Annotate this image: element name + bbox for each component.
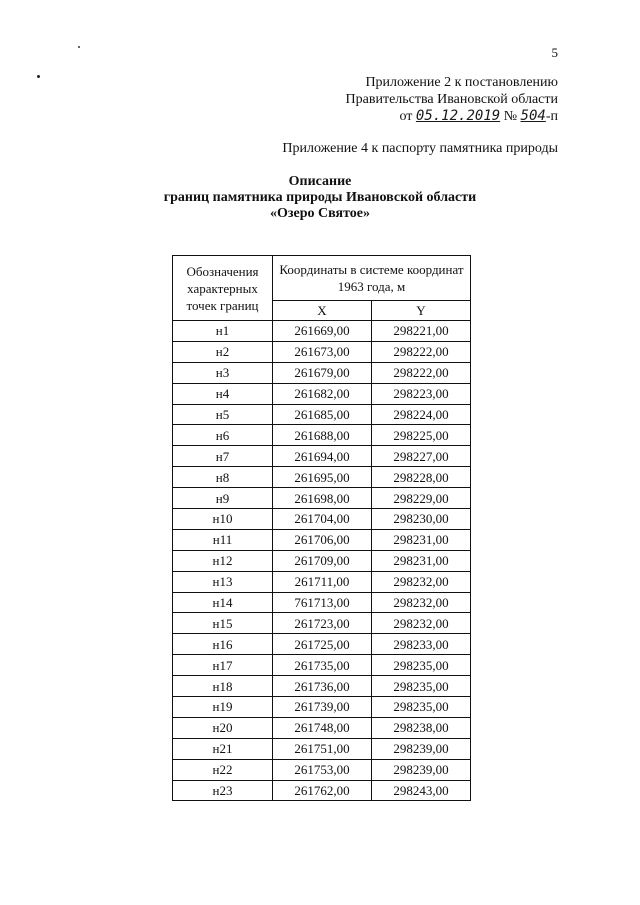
number-label: № (503, 109, 518, 124)
point-cell: н17 (173, 655, 273, 676)
table-row (173, 425, 471, 446)
x-cell: 261751,00 (273, 738, 372, 759)
y-cell: 298231,00 (372, 550, 471, 571)
table-row (173, 550, 471, 571)
x-cell: 261685,00 (273, 404, 372, 425)
points-column-header: Обозначения характерных точек границ (173, 256, 273, 321)
appendix-line-1: Приложение 2 к постановлению (365, 75, 558, 90)
resolution-number: 504 (520, 108, 546, 124)
from-label: от (399, 109, 413, 124)
table-row (173, 383, 471, 404)
table-row (173, 613, 471, 634)
y-cell: 298243,00 (372, 780, 471, 801)
x-cell: 261704,00 (273, 509, 372, 530)
x-cell: 261748,00 (273, 717, 372, 738)
appendix-line-3 (346, 108, 558, 125)
table-row (173, 341, 471, 362)
point-cell: н23 (173, 780, 273, 801)
x-cell: 261723,00 (273, 613, 372, 634)
y-cell: 298227,00 (372, 446, 471, 467)
y-cell: 298238,00 (372, 717, 471, 738)
point-cell: н15 (173, 613, 273, 634)
point-cell: н22 (173, 759, 273, 780)
x-cell: 261669,00 (273, 321, 372, 342)
table-row (173, 759, 471, 780)
point-cell: н21 (173, 738, 273, 759)
table-row (173, 592, 471, 613)
y-cell: 298235,00 (372, 655, 471, 676)
y-cell: 298222,00 (372, 362, 471, 383)
x-cell: 261706,00 (273, 529, 372, 550)
x-cell: 261673,00 (273, 341, 372, 362)
y-cell: 298230,00 (372, 509, 471, 530)
table-row (173, 717, 471, 738)
number-suffix: -п (545, 109, 558, 124)
y-cell: 298231,00 (372, 529, 471, 550)
y-cell: 298235,00 (372, 676, 471, 697)
table-row (173, 529, 471, 550)
y-cell: 298239,00 (372, 759, 471, 780)
point-cell: н9 (173, 488, 273, 509)
table-row (173, 780, 471, 801)
table-row (173, 655, 471, 676)
y-cell: 298223,00 (372, 383, 471, 404)
point-cell: н14 (173, 592, 273, 613)
point-cell: н2 (173, 341, 273, 362)
x-cell: 261711,00 (273, 571, 372, 592)
x-cell: 261688,00 (273, 425, 372, 446)
x-column-header: X (273, 301, 372, 321)
scan-speck (78, 46, 80, 48)
x-cell: 261698,00 (273, 488, 372, 509)
point-cell: н11 (173, 529, 273, 550)
y-cell: 298233,00 (372, 634, 471, 655)
x-cell: 261694,00 (273, 446, 372, 467)
table-row (173, 697, 471, 718)
table-row (173, 321, 471, 342)
point-cell: н13 (173, 571, 273, 592)
point-cell: н7 (173, 446, 273, 467)
table-row (173, 634, 471, 655)
x-cell: 261682,00 (273, 383, 372, 404)
table-row (173, 404, 471, 425)
x-cell: 261735,00 (273, 655, 372, 676)
x-cell: 261736,00 (273, 676, 372, 697)
y-cell: 298224,00 (372, 404, 471, 425)
point-cell: н4 (173, 383, 273, 404)
passport-reference: Приложение 4 к паспорту памятника природы (282, 141, 558, 156)
appendix-header (346, 74, 558, 125)
point-cell: н19 (173, 697, 273, 718)
table-row (173, 509, 471, 530)
point-cell: н3 (173, 362, 273, 383)
table-body (173, 321, 471, 801)
x-cell: 261679,00 (273, 362, 372, 383)
document-title (0, 174, 640, 222)
y-cell: 298232,00 (372, 571, 471, 592)
point-cell: н18 (173, 676, 273, 697)
x-cell: 261695,00 (273, 467, 372, 488)
table-row (173, 676, 471, 697)
point-cell: н12 (173, 550, 273, 571)
x-cell: 261709,00 (273, 550, 372, 571)
title-line-2: границ памятника природы Ивановской области (163, 190, 477, 205)
x-cell: 261739,00 (273, 697, 372, 718)
y-cell: 298221,00 (372, 321, 471, 342)
x-cell: 261753,00 (273, 759, 372, 780)
table-row (173, 446, 471, 467)
y-cell: 298225,00 (372, 425, 471, 446)
table-row (173, 467, 471, 488)
y-cell: 298239,00 (372, 738, 471, 759)
y-cell: 298229,00 (372, 488, 471, 509)
y-cell: 298222,00 (372, 341, 471, 362)
x-cell: 761713,00 (273, 592, 372, 613)
x-cell: 261725,00 (273, 634, 372, 655)
table-row (173, 738, 471, 759)
page-number: 5 (551, 45, 558, 60)
point-cell: н6 (173, 425, 273, 446)
point-cell: н1 (173, 321, 273, 342)
title-line-1: Описание (288, 174, 352, 189)
point-cell: н8 (173, 467, 273, 488)
title-line-3: «Озеро Святое» (270, 206, 370, 221)
table-row (173, 571, 471, 592)
point-cell: н20 (173, 717, 273, 738)
point-cell: н5 (173, 404, 273, 425)
point-cell: н16 (173, 634, 273, 655)
y-cell: 298232,00 (372, 613, 471, 634)
y-cell: 298228,00 (372, 467, 471, 488)
table-row (173, 488, 471, 509)
x-cell: 261762,00 (273, 780, 372, 801)
scan-speck (37, 75, 40, 78)
resolution-date: 05.12.2019 (415, 108, 501, 124)
y-cell: 298235,00 (372, 697, 471, 718)
coordinates-column-header: Координаты в системе координат 1963 года, м (273, 256, 471, 301)
coordinates-table (172, 255, 471, 801)
table-row (173, 362, 471, 383)
appendix-line-2: Правительства Ивановской области (345, 92, 558, 107)
y-cell: 298232,00 (372, 592, 471, 613)
point-cell: н10 (173, 509, 273, 530)
y-column-header: Y (372, 301, 471, 321)
